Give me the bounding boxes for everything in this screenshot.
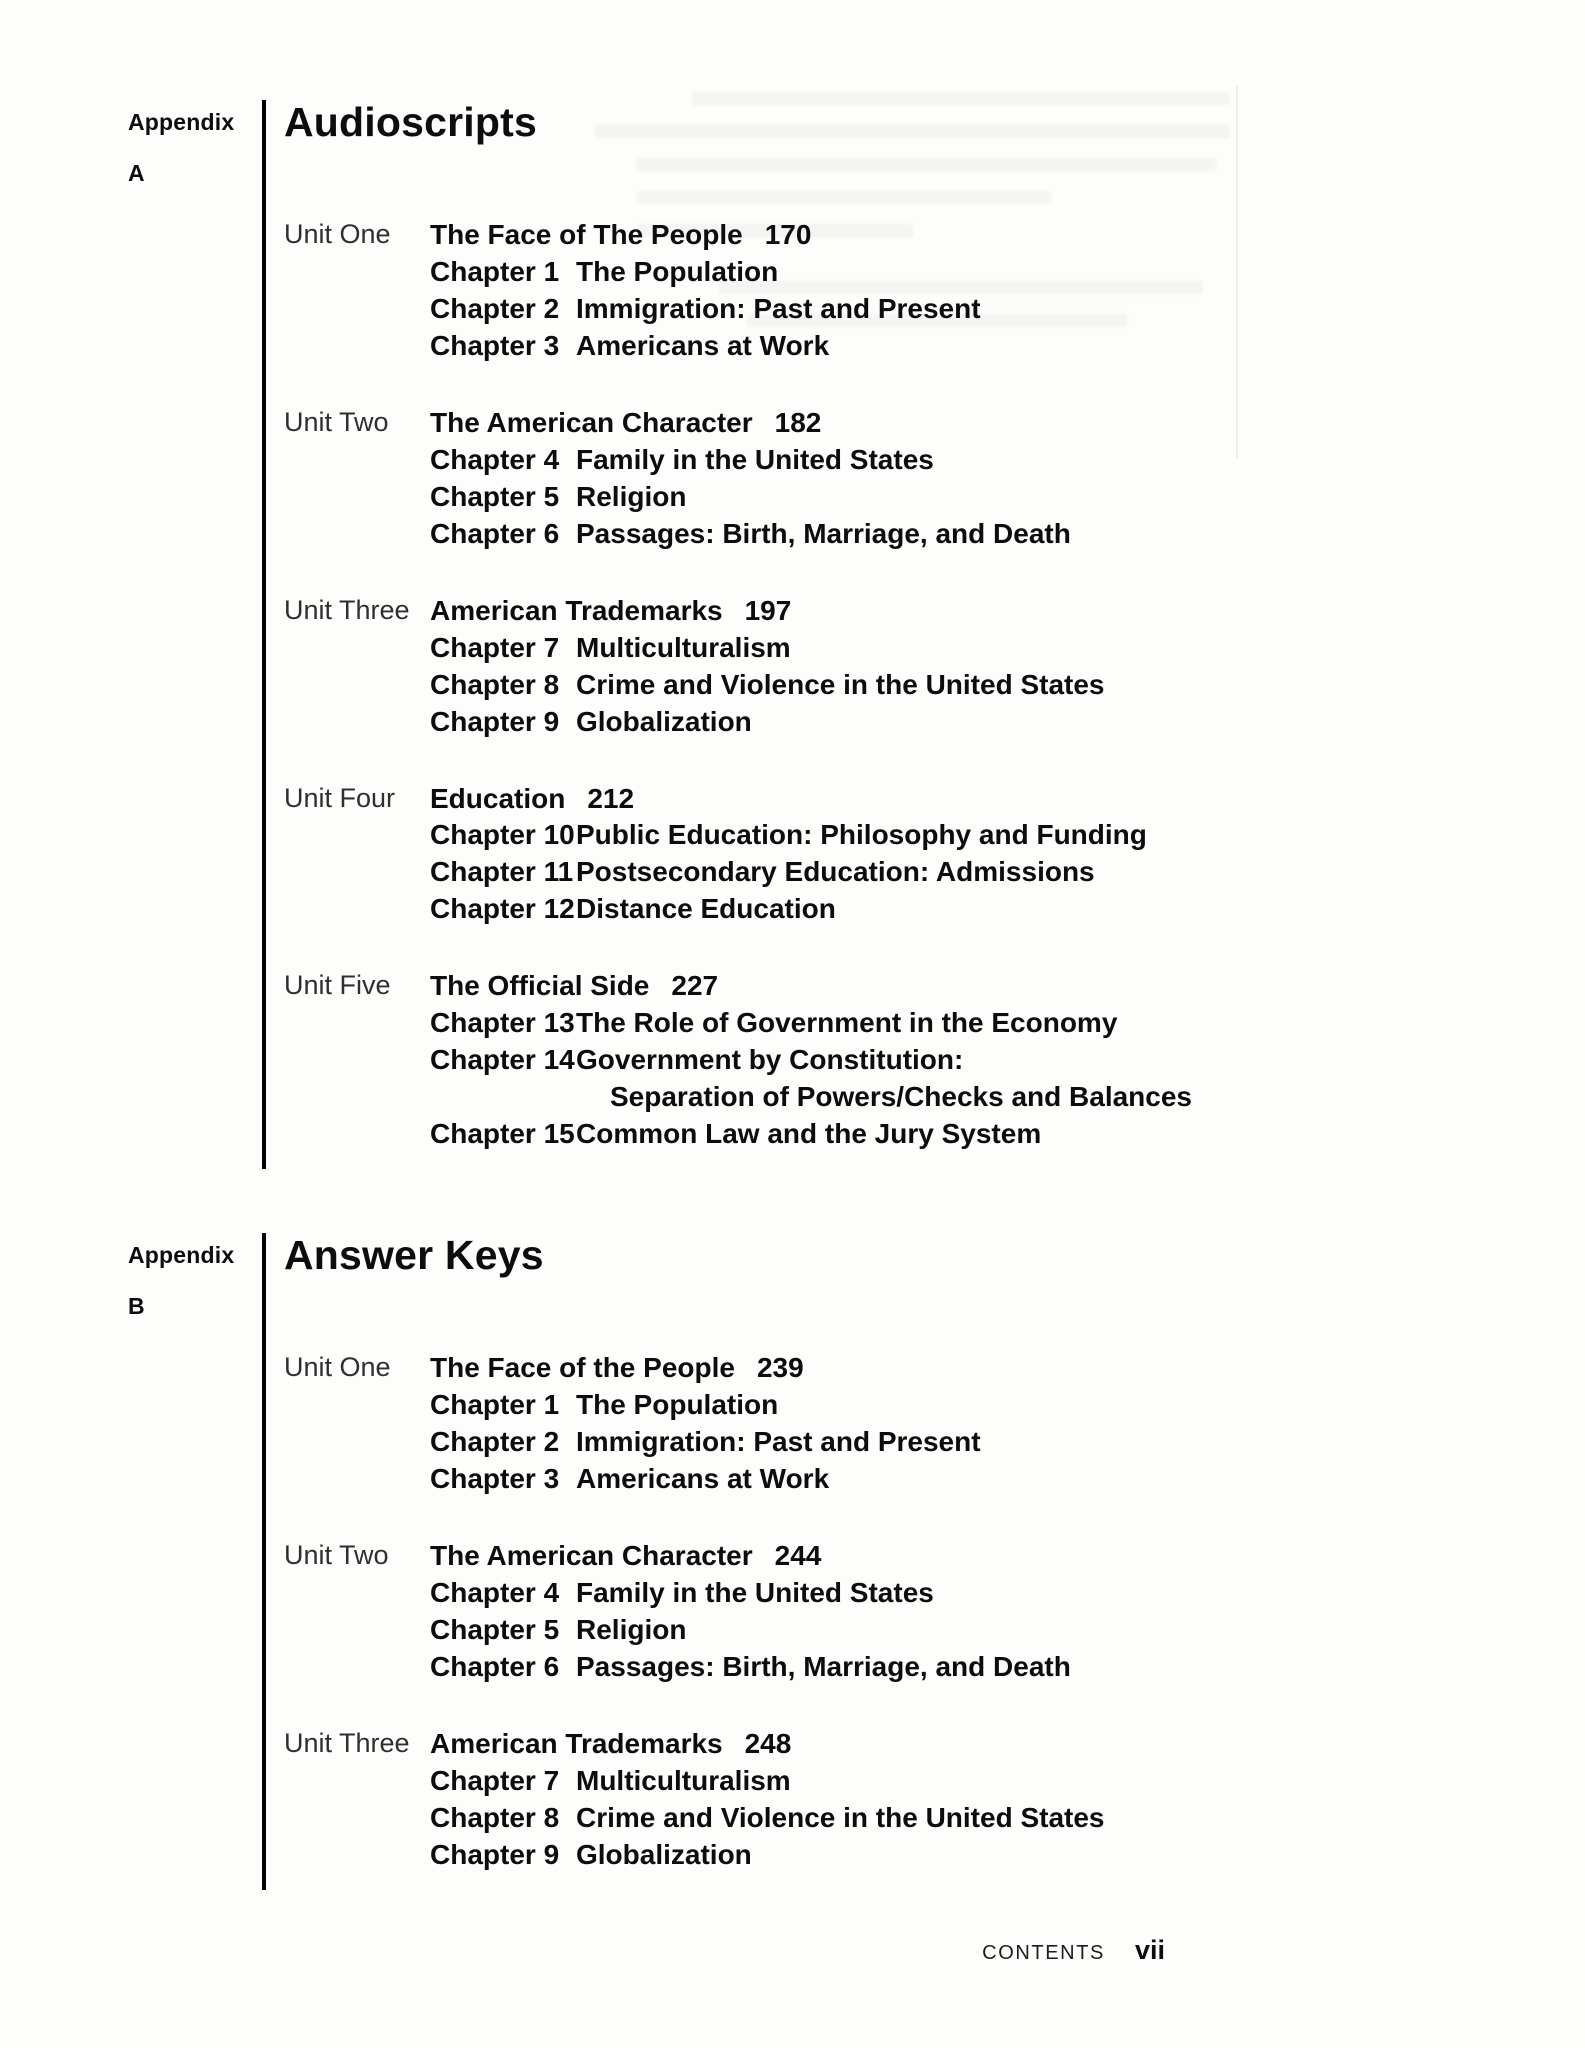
chapter-title-text: Americans at Work (576, 1463, 830, 1495)
chapter-title (576, 254, 1488, 291)
unit-body (430, 593, 1488, 741)
chapter-title (576, 516, 1488, 553)
chapter-number: Chapter 4 (430, 1576, 560, 1608)
chapter-number: Chapter 6 (430, 517, 560, 549)
unit-entry (284, 593, 1488, 741)
chapter-title (576, 479, 1488, 516)
chapter-entry (430, 630, 1488, 667)
unit-entry (284, 781, 1488, 929)
chapter-number: Chapter 9 (430, 705, 560, 737)
chapter-number: Chapter 12 (430, 893, 575, 925)
page-footer (982, 1935, 1165, 1966)
appendix-b-section (128, 1233, 1488, 1890)
chapter-entry (430, 854, 1488, 891)
unit-title: The American Character (430, 406, 753, 438)
chapter-entry (430, 1424, 1488, 1461)
chapter-title-text: Americans at Work (576, 329, 830, 361)
chapter-title-text: Globalization (576, 705, 752, 737)
chapter-number: Chapter 13 (430, 1007, 575, 1039)
unit-title-row (430, 1538, 1488, 1575)
chapter-title (576, 1461, 1488, 1498)
chapter-title (576, 1005, 1488, 1042)
chapter-title (576, 630, 1488, 667)
unit-title-row (430, 593, 1488, 630)
unit-body (430, 217, 1488, 365)
section-title: Audioscripts (284, 99, 537, 145)
unit-title: American Trademarks (430, 1727, 723, 1759)
chapter-entry (430, 1575, 1488, 1612)
section-title: Answer Keys (284, 1232, 544, 1279)
chapter-number: Chapter 2 (430, 1426, 560, 1458)
chapter-number: Chapter 5 (430, 480, 560, 512)
unit-label: Unit Five (284, 970, 391, 1001)
chapter-number: Chapter 9 (430, 1838, 560, 1870)
unit-page-number: 197 (744, 594, 792, 626)
chapter-title-text: Public Education: Philosophy and Funding (576, 819, 1147, 851)
chapter-title (576, 1612, 1488, 1649)
unit-title-row (430, 1350, 1488, 1387)
appendix-word: Appendix (128, 109, 235, 135)
chapter-title-text: Government by Constitution: (576, 1044, 964, 1076)
chapter-title-continuation: Separation of Powers/Checks and Balances (610, 1081, 1192, 1113)
chapter-title-text: Passages: Birth, Marriage, and Death (576, 1650, 1071, 1682)
appendix-content (262, 100, 1488, 1169)
appendix-label-block (128, 100, 262, 1169)
unit-title-row (430, 405, 1488, 442)
unit-list (284, 1350, 1488, 1873)
chapter-number: Chapter 14 (430, 1044, 575, 1076)
chapter-number: Chapter 5 (430, 1613, 560, 1645)
unit-page-number: 182 (774, 406, 822, 438)
chapter-title-text: Crime and Violence in the United States (576, 1801, 1105, 1833)
chapter-title-text: Globalization (576, 1838, 752, 1870)
unit-title: American Trademarks (430, 594, 723, 626)
chapter-title (576, 1837, 1488, 1874)
chapter-title (576, 1116, 1488, 1153)
chapter-title (576, 1800, 1488, 1837)
chapter-entry (430, 254, 1488, 291)
appendix-word: Appendix (128, 1242, 235, 1269)
unit-title-row (430, 968, 1488, 1005)
unit-title: The Official Side (430, 970, 650, 1002)
contents-body (128, 100, 1488, 1890)
unit-entry (284, 405, 1488, 553)
unit-page-number: 227 (671, 970, 719, 1002)
chapter-title (576, 1424, 1488, 1461)
chapter-number: Chapter 10 (430, 819, 575, 851)
chapter-title (576, 891, 1488, 928)
unit-body (430, 781, 1488, 929)
chapter-title (576, 1575, 1488, 1612)
chapter-title-text: Religion (576, 480, 687, 512)
chapter-title (576, 1763, 1488, 1800)
unit-title-row (430, 217, 1488, 254)
unit-body (430, 1538, 1488, 1686)
chapter-title-text: Family in the United States (576, 1576, 934, 1608)
chapter-entry (430, 516, 1488, 553)
unit-label: Unit One (284, 1352, 391, 1383)
chapter-number: Chapter 8 (430, 1801, 560, 1833)
chapter-entry (430, 442, 1488, 479)
appendix-content (262, 1233, 1488, 1890)
unit-body (430, 1350, 1488, 1498)
chapter-title-text: Distance Education (576, 893, 836, 925)
chapter-entry (430, 328, 1488, 365)
chapter-title-text: Passages: Birth, Marriage, and Death (576, 517, 1071, 549)
unit-label: Unit Two (284, 406, 389, 437)
footer-page-number: vii (1134, 1935, 1165, 1965)
chapter-title-text: The Population (576, 1389, 779, 1421)
chapter-entry (430, 479, 1488, 516)
chapter-entry (430, 1837, 1488, 1874)
chapter-entry (430, 1116, 1488, 1153)
chapter-entry (430, 704, 1488, 741)
unit-body (430, 1726, 1488, 1874)
unit-title: The American Character (430, 1540, 753, 1572)
chapter-title (576, 1042, 1488, 1116)
chapter-number: Chapter 7 (430, 631, 560, 663)
appendix-letter: B (128, 1293, 145, 1320)
chapter-entry (430, 1042, 1488, 1116)
unit-body (430, 968, 1488, 1153)
chapter-entry (430, 1461, 1488, 1498)
chapter-title-text: Multiculturalism (576, 1764, 791, 1796)
chapter-entry (430, 1649, 1488, 1686)
unit-entry (284, 1350, 1488, 1498)
chapter-number: Chapter 1 (430, 1389, 560, 1421)
chapter-number: Chapter 11 (430, 856, 574, 888)
chapter-entry (430, 891, 1488, 928)
chapter-title-text: Immigration: Past and Present (576, 1426, 981, 1458)
unit-title-row (430, 781, 1488, 818)
chapter-entry (430, 667, 1488, 704)
unit-label: Unit One (284, 219, 391, 250)
unit-title-row (430, 1726, 1488, 1763)
chapter-number: Chapter 4 (430, 443, 560, 475)
chapter-title-text: Common Law and the Jury System (576, 1118, 1042, 1150)
unit-page-number: 212 (587, 782, 635, 814)
chapter-title-text: Postsecondary Education: Admissions (576, 856, 1095, 888)
chapter-title (576, 1649, 1488, 1686)
chapter-number: Chapter 3 (430, 1463, 560, 1495)
chapter-number: Chapter 15 (430, 1118, 575, 1150)
chapter-entry (430, 1763, 1488, 1800)
unit-label: Unit Three (284, 594, 410, 625)
chapter-title-text: Family in the United States (576, 443, 934, 475)
unit-title: The Face of The People (430, 219, 743, 251)
unit-entry (284, 217, 1488, 365)
chapter-number: Chapter 8 (430, 668, 560, 700)
unit-label: Unit Two (284, 1540, 389, 1571)
unit-page-number: 170 (764, 219, 812, 251)
unit-title: Education (430, 782, 566, 814)
chapter-title (576, 854, 1488, 891)
chapter-entry (430, 291, 1488, 328)
chapter-entry (430, 817, 1488, 854)
unit-page-number: 248 (744, 1727, 792, 1759)
chapter-entry (430, 1387, 1488, 1424)
chapter-title-text: The Role of Government in the Economy (576, 1007, 1118, 1039)
unit-list (284, 217, 1488, 1153)
chapter-entry (430, 1800, 1488, 1837)
chapter-title-text: Crime and Violence in the United States (576, 668, 1105, 700)
footer-running-head: CONTENTS (982, 1942, 1105, 1964)
chapter-title (576, 328, 1488, 365)
chapter-title (576, 442, 1488, 479)
appendix-a-section (128, 100, 1488, 1169)
chapter-title (576, 817, 1488, 854)
unit-label: Unit Four (284, 782, 396, 813)
chapter-number: Chapter 3 (430, 329, 560, 361)
unit-page-number: 239 (756, 1352, 804, 1384)
chapter-title-text: Multiculturalism (576, 631, 791, 663)
chapter-title-text: Immigration: Past and Present (576, 293, 981, 324)
unit-body (430, 405, 1488, 553)
unit-page-number: 244 (774, 1540, 822, 1572)
chapter-number: Chapter 1 (430, 256, 560, 288)
chapter-number: Chapter 7 (430, 1764, 560, 1796)
chapter-number: Chapter 2 (430, 293, 560, 324)
chapter-title-text: The Population (576, 256, 779, 288)
unit-entry (284, 1538, 1488, 1686)
chapter-entry (430, 1005, 1488, 1042)
unit-entry (284, 1726, 1488, 1874)
chapter-title (576, 1387, 1488, 1424)
appendix-letter: A (128, 160, 145, 186)
chapter-title (576, 667, 1488, 704)
chapter-title-text: Religion (576, 1613, 687, 1645)
chapter-title (576, 704, 1488, 741)
chapter-number: Chapter 6 (430, 1650, 560, 1682)
chapter-entry (430, 1612, 1488, 1649)
appendix-label-block (128, 1233, 262, 1890)
chapter-title (576, 291, 1488, 328)
unit-entry (284, 968, 1488, 1153)
unit-title: The Face of the People (430, 1352, 735, 1384)
unit-label: Unit Three (284, 1727, 410, 1758)
